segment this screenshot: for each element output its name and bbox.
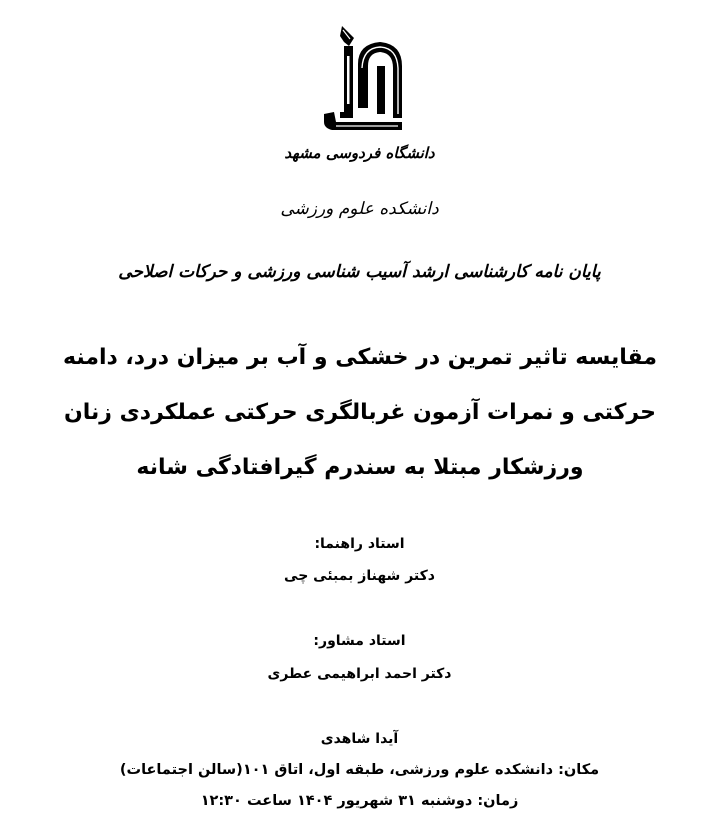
supervisor-label: استاد راهنما: bbox=[314, 536, 405, 552]
defense-time: زمان: دوشنبه ۳۱ شهریور ۱۴۰۴ ساعت ۱۲:۳۰ bbox=[200, 793, 519, 809]
student-name: آیدا شاهدی bbox=[320, 731, 399, 747]
thesis-type: پایان نامه کارشناسی ارشد آسیب شناسی ورزشی و حرکات اصلاحی bbox=[118, 262, 601, 282]
ferdowsi-university-pen-emblem-icon bbox=[322, 26, 402, 138]
thesis-title-line: ورزشکار مبتلا به سندرم گیرافتادگی شانه bbox=[136, 455, 584, 480]
university-name: دانشگاه فردوسی مشهد bbox=[284, 144, 435, 162]
faculty-name: دانشکده علوم ورزشی bbox=[280, 199, 439, 219]
defense-venue: مکان: دانشکده علوم ورزشی، طبقه اول، اتاق ۱۰۱(سالن اجتماعات) bbox=[119, 762, 600, 778]
supervisor-name: دکتر شهناز بمبئی چی bbox=[284, 568, 435, 584]
advisor-name: دکتر احمد ابراهیمی عطری bbox=[267, 666, 452, 682]
thesis-title-line: مقایسه تاثیر تمرین در خشکی و آب بر میزان درد، دامنه bbox=[63, 345, 657, 370]
thesis-title bbox=[40, 330, 680, 495]
thesis-title-line: حرکتی و نمرات آزمون غربالگری حرکتی عملکردی زنان bbox=[64, 400, 656, 425]
advisor-label: استاد مشاور: bbox=[313, 633, 406, 649]
